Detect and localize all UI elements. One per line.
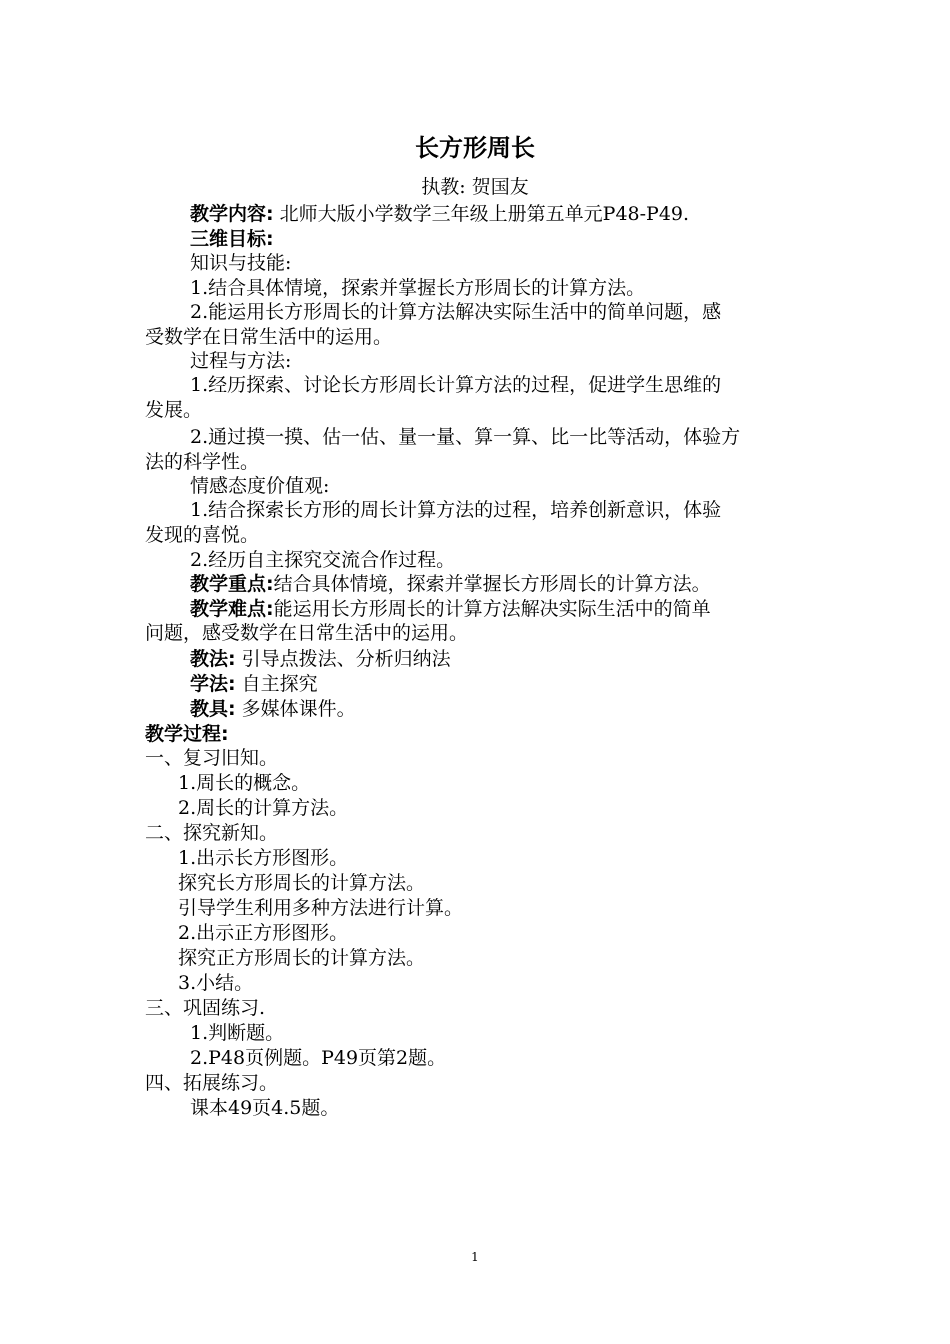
section-4-item-1: 课本49页4.5题。: [190, 1097, 340, 1119]
knowledge-item-2-line-1: 2.能运用长方形周长的计算方法解决实际生活中的简单问题，感: [190, 301, 722, 323]
section-2-item-3: 3.小结。: [178, 972, 254, 994]
process-item-2-line-2: 法的科学性。: [145, 451, 260, 473]
study-value: 自主探究: [241, 673, 318, 695]
key-point-value: 结合具体情境，探索并掌握长方形周长的计算方法。: [273, 573, 711, 595]
document-title: 长方形周长: [415, 134, 535, 162]
method-line: [190, 647, 451, 671]
process-heading: 过程与方法:: [190, 350, 292, 372]
difficulty-value: 能运用长方形周长的计算方法解决实际生活中的简单: [273, 598, 711, 620]
section-1-item-1: 1.周长的概念。: [178, 772, 311, 794]
knowledge-item-2-line-2: 受数学在日常生活中的运用。: [145, 326, 393, 348]
tools-label: 教具:: [190, 698, 236, 720]
knowledge-heading: 知识与技能:: [190, 252, 292, 274]
section-2-item-1: 1.出示长方形图形。: [178, 847, 349, 869]
page-number: 1: [471, 1250, 479, 1264]
section-3-item-2: 2.P48页例题。P49页第2题。: [190, 1047, 447, 1069]
section-1-heading: 一、复习旧知。: [145, 747, 279, 769]
emotion-heading: 情感态度价值观:: [190, 475, 330, 497]
section-3-heading: 三、巩固练习.: [145, 997, 266, 1019]
process-item-2-line-1: 2.通过摸一摸、估一估、量一量、算一算、比一比等活动，体验方: [190, 426, 741, 448]
section-2-item-2: 2.出示正方形图形。: [178, 922, 349, 944]
process-item-1-line-1: 1.经历探索、讨论长方形周长计算方法的过程，促进学生思维的: [190, 374, 722, 396]
tools-value: 多媒体课件。: [241, 698, 356, 720]
section-2-heading: 二、探究新知。: [145, 822, 279, 844]
section-3-item-1: 1.判断题。: [190, 1022, 285, 1044]
procedure-label: 教学过程:: [145, 723, 229, 745]
method-label: 教法:: [190, 648, 236, 670]
key-point-line: [190, 572, 711, 596]
teacher-line: 执教: 贺国友: [421, 176, 529, 198]
knowledge-item-1: 1.结合具体情境，探索并掌握长方形周长的计算方法。: [190, 277, 646, 299]
section-1-item-2: 2.周长的计算方法。: [178, 797, 349, 819]
key-point-label: 教学重点:: [190, 573, 274, 595]
study-label: 学法:: [190, 673, 236, 695]
difficulty-line-2: 问题，感受数学在日常生活中的运用。: [145, 622, 469, 644]
section-2-item-2-detail: 探究正方形周长的计算方法。: [178, 947, 426, 969]
difficulty-line-1: [190, 597, 711, 621]
process-item-1-line-2: 发展。: [145, 399, 203, 421]
tools-line: [190, 697, 356, 721]
section-2-item-1-detail-2: 引导学生利用多种方法进行计算。: [178, 897, 464, 919]
difficulty-label: 教学难点:: [190, 598, 274, 620]
method-value: 引导点拨法、分析归纳法: [241, 648, 451, 670]
emotion-item-1-line-1: 1.结合探索长方形的周长计算方法的过程，培养创新意识，体验: [190, 499, 722, 521]
section-4-heading: 四、拓展练习。: [145, 1072, 279, 1094]
emotion-item-2: 2.经历自主探究交流合作过程。: [190, 549, 456, 571]
section-2-item-1-detail-1: 探究长方形周长的计算方法。: [178, 872, 426, 894]
objectives-label: 三维目标:: [190, 228, 274, 250]
study-line: [190, 672, 318, 696]
content-line: [190, 202, 689, 226]
emotion-item-1-line-2: 发现的喜悦。: [145, 524, 260, 546]
content-label: 教学内容:: [190, 203, 274, 225]
content-value: 北师大版小学数学三年级上册第五单元P48-P49.: [279, 203, 690, 225]
